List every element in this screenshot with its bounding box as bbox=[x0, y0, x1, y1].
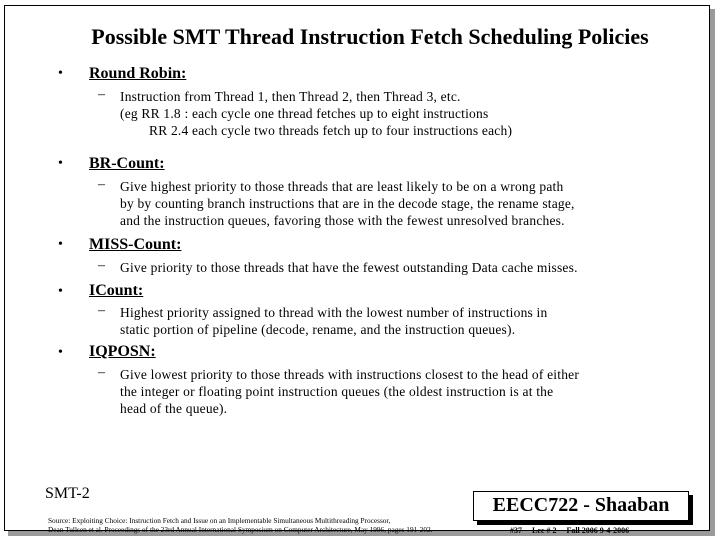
dash-marker: – bbox=[98, 303, 105, 318]
policy-round-robin-details bbox=[120, 88, 512, 139]
policy-icount-heading: ICount: bbox=[89, 282, 144, 299]
detail-line: Give priority to those threads that have the fewest outstanding Data cache misses. bbox=[120, 260, 578, 275]
source-line: Dean Tullsen et al. Proceedings of the 23rd Annual International Symposium on Computer Architecture, May 1996, pages 191-202. bbox=[48, 525, 433, 534]
bullet-marker: • bbox=[58, 284, 63, 299]
bullet-marker: • bbox=[58, 345, 63, 360]
policy-round-robin-heading: Round Robin: bbox=[89, 65, 187, 82]
policy-miss-count-heading: MISS-Count: bbox=[89, 236, 182, 253]
policy-br-count-heading: BR-Count: bbox=[89, 155, 165, 172]
policy-br-count-details bbox=[120, 178, 575, 229]
detail-line: Instruction from Thread 1, then Thread 2, then Thread 3, etc. bbox=[120, 89, 461, 104]
course-banner: EECC722 - Shaaban bbox=[473, 491, 689, 521]
detail-line: Highest priority assigned to thread with the lowest number of instructions in bbox=[120, 305, 548, 320]
source-line: Source: Exploiting Choice: Instruction Fetch and Issue on an Implementable Simultaneous Multithreading Processor, bbox=[48, 516, 391, 525]
lecture-date: Fall 2006 9-4-2006 bbox=[566, 526, 630, 535]
dash-marker: – bbox=[98, 365, 105, 380]
slide-label: SMT-2 bbox=[45, 485, 90, 502]
detail-line: Give highest priority to those threads that are least likely to be on a wrong path bbox=[120, 179, 564, 194]
detail-line: (eg RR 1.8 : each cycle one thread fetches up to eight instructions bbox=[120, 106, 489, 121]
dash-marker: – bbox=[98, 87, 105, 102]
bullet-marker: • bbox=[58, 66, 63, 81]
dash-marker: – bbox=[98, 177, 105, 192]
lecture-label: Lec # 2 bbox=[532, 526, 557, 535]
lecture-number: #37 bbox=[510, 526, 522, 535]
detail-line: and the instruction queues, favoring those with the fewest unresolved branches. bbox=[120, 213, 565, 228]
detail-line: by by counting branch instructions that are in the decode stage, the rename stage, bbox=[120, 196, 575, 211]
policy-miss-count-details bbox=[120, 259, 578, 276]
detail-line: RR 2.4 each cycle two threads fetch up to four instructions each) bbox=[149, 123, 513, 138]
bullet-marker: • bbox=[58, 156, 63, 171]
source-citation bbox=[48, 516, 432, 534]
lecture-meta bbox=[510, 526, 637, 535]
dash-marker: – bbox=[98, 258, 105, 273]
policy-iqposn-heading: IQPOSN: bbox=[89, 343, 156, 360]
detail-line: head of the queue). bbox=[120, 401, 228, 416]
bullet-marker: • bbox=[58, 237, 63, 252]
detail-line: static portion of pipeline (decode, rename, and the instruction queues). bbox=[120, 322, 516, 337]
detail-line: the integer or floating point instruction queues (the oldest instruction is at the bbox=[120, 384, 554, 399]
slide-shadow-right bbox=[710, 9, 715, 535]
slide-title: Possible SMT Thread Instruction Fetch Scheduling Policies bbox=[91, 24, 649, 49]
policy-iqposn-details bbox=[120, 366, 579, 417]
policy-icount-details bbox=[120, 304, 547, 338]
detail-line: Give lowest priority to those threads with instructions closest to the head of either bbox=[120, 367, 580, 382]
